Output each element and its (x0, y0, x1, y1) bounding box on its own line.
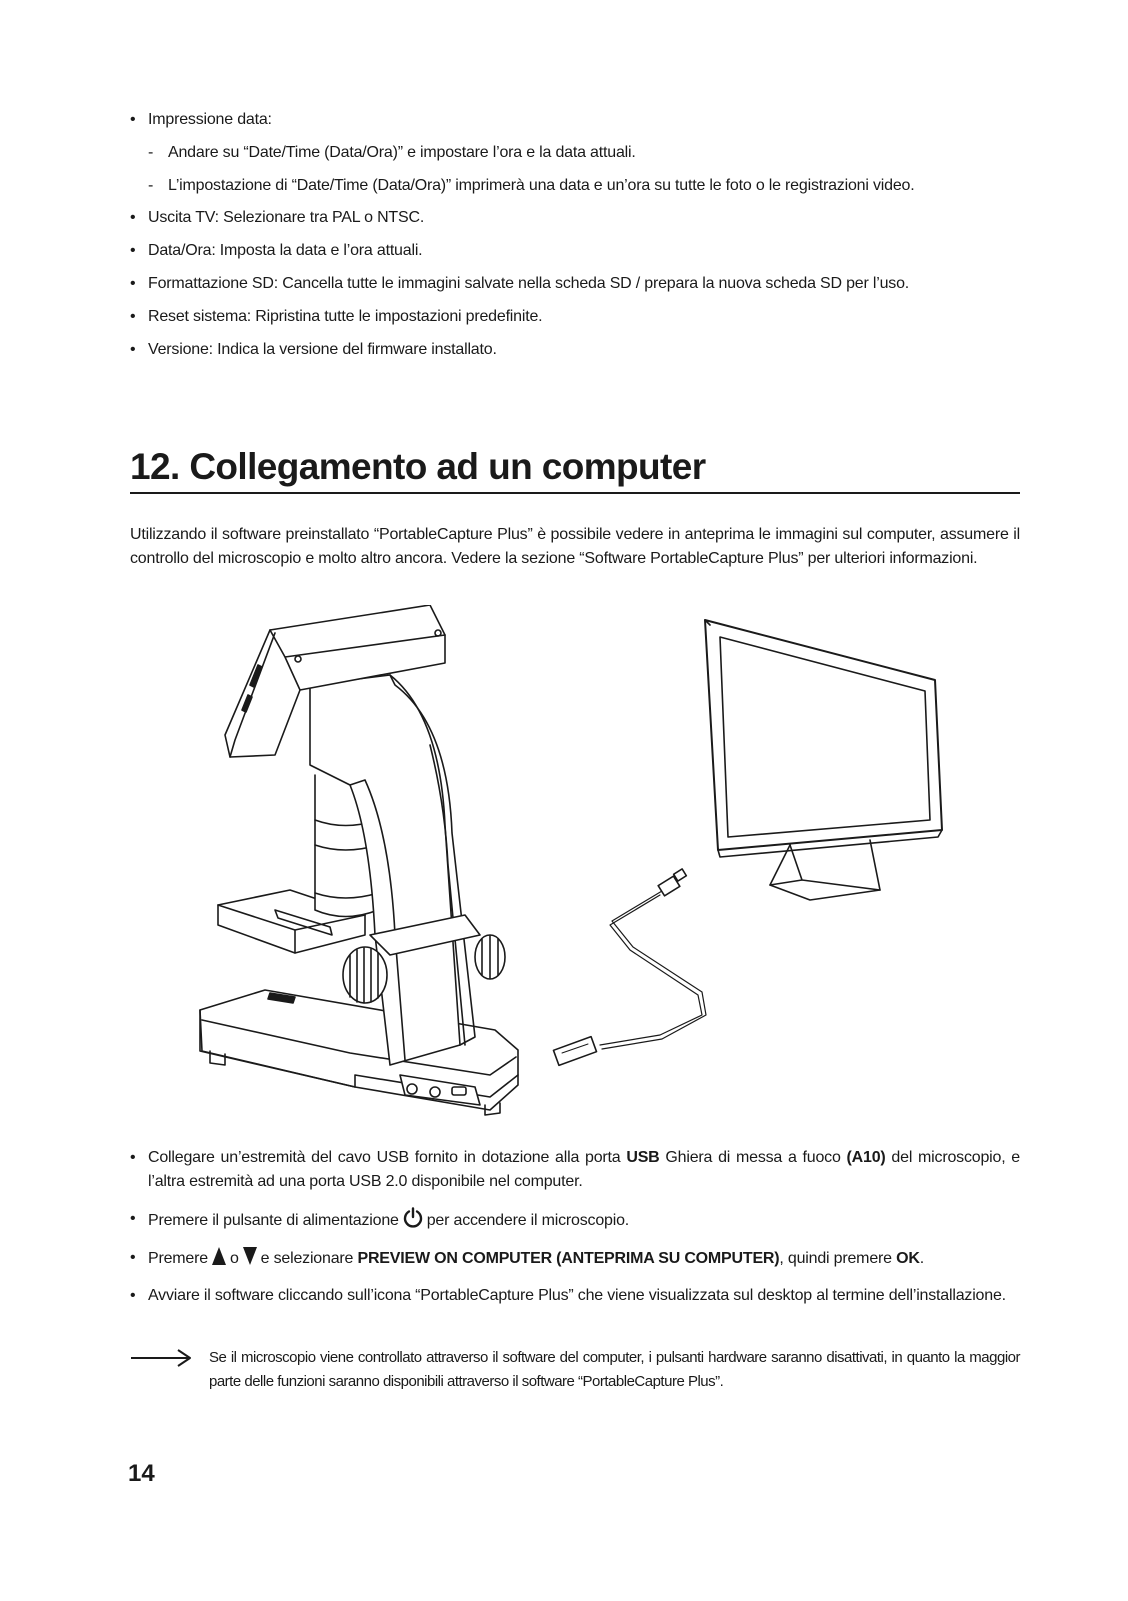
section-title: 12. Collegamento ad un computer (130, 443, 1020, 494)
note-text: Se il microscopio viene controllato attraverso il software del computer, i pulsanti hardware saranno disattivati, in quanto la maggior parte delle funzioni saranno disponibili attraverso il software “PortableCapture Plus”. (209, 1349, 1020, 1390)
settings-list-cont (130, 208, 1030, 360)
list-item (130, 241, 1030, 261)
sub-item-text: L’impostazione di “Date/Time (Data/Ora)” imprimerà una data e un’ora su tutte le foto o le registrazioni video. (168, 177, 915, 194)
power-icon (402, 1207, 424, 1229)
section-intro: Utilizzando il software preinstallato “PortableCapture Plus” è possibile vedere in anteprima le immagini sul computer, assumere il controllo del microscopio e molto altro ancora. Vedere la sezione “Software PortableCapture Plus” per ulteriori informazioni. (130, 526, 1020, 567)
step-text: e selezionare (260, 1250, 358, 1267)
sub-item (130, 176, 1030, 196)
settings-list (130, 110, 1030, 142)
sub-list (130, 143, 1030, 163)
sub-list (130, 176, 1030, 196)
step-text-bold: OK (896, 1250, 920, 1267)
step-item (130, 1146, 1020, 1194)
usb-cable-illustration (553, 869, 706, 1065)
list-item-text: Data/Ora: Imposta la data e l’ora attuali. (148, 242, 423, 259)
list-item-text: Uscita TV: Selezionare tra PAL o NTSC. (148, 209, 425, 226)
step-text: Premere (148, 1250, 208, 1267)
list-item (130, 340, 1030, 360)
list-item-text: Formattazione SD: Cancella tutte le immagini salvate nella scheda SD / prepara la nuova scheda SD per l’uso. (148, 275, 910, 292)
list-item-text: Reset sistema: Ripristina tutte le impostazioni predefinite. (148, 308, 543, 325)
list-item-text: Versione: Indica la versione del firmware installato. (148, 341, 497, 358)
microscope-computer-illustration (190, 605, 960, 1130)
list-item (130, 110, 1030, 130)
sub-item (130, 143, 1030, 163)
list-item-text: Impressione data: (148, 111, 272, 128)
page-number: 14 (128, 1460, 155, 1487)
list-item (130, 307, 1030, 327)
step-text-bold: PREVIEW ON COMPUTER (ANTEPRIMA SU COMPUTER) (357, 1250, 780, 1267)
step-text-bold: (A10) (846, 1149, 886, 1166)
computer-monitor-illustration (705, 620, 942, 900)
microscope-base (200, 990, 518, 1115)
step-text: per accendere il microscopio. (426, 1212, 630, 1229)
list-item (130, 208, 1030, 228)
step-text: Premere il pulsante di alimentazione (148, 1212, 399, 1229)
connection-steps (130, 1146, 1020, 1321)
step-text: del microscopio, e l’altra estremità ad una porta USB 2.0 disponibile nel computer. (148, 1149, 1020, 1190)
step-item (130, 1284, 1020, 1308)
step-text: o (229, 1250, 239, 1267)
step-text: , quindi premere (779, 1250, 897, 1267)
step-item (130, 1207, 1020, 1233)
sub-item-text: Andare su “Date/Time (Data/Ora)” e impostare l’ora e la data attuali. (168, 144, 636, 161)
step-text: Ghiera di messa a fuoco (659, 1149, 847, 1166)
step-item (130, 1246, 1020, 1271)
step-text-bold: USB (626, 1149, 660, 1166)
step-text: Collegare un’estremità del cavo USB fornito in dotazione alla porta (148, 1149, 627, 1166)
arrow-right-icon (130, 1348, 192, 1368)
down-arrow-icon (242, 1246, 258, 1266)
up-arrow-icon (211, 1246, 227, 1266)
list-item (130, 274, 1030, 294)
step-text: Avviare il software cliccando sull’icona “PortableCapture Plus” che viene visualizzata sul desktop al termine dell’installazione. (148, 1287, 1006, 1304)
step-text: . (919, 1250, 924, 1267)
